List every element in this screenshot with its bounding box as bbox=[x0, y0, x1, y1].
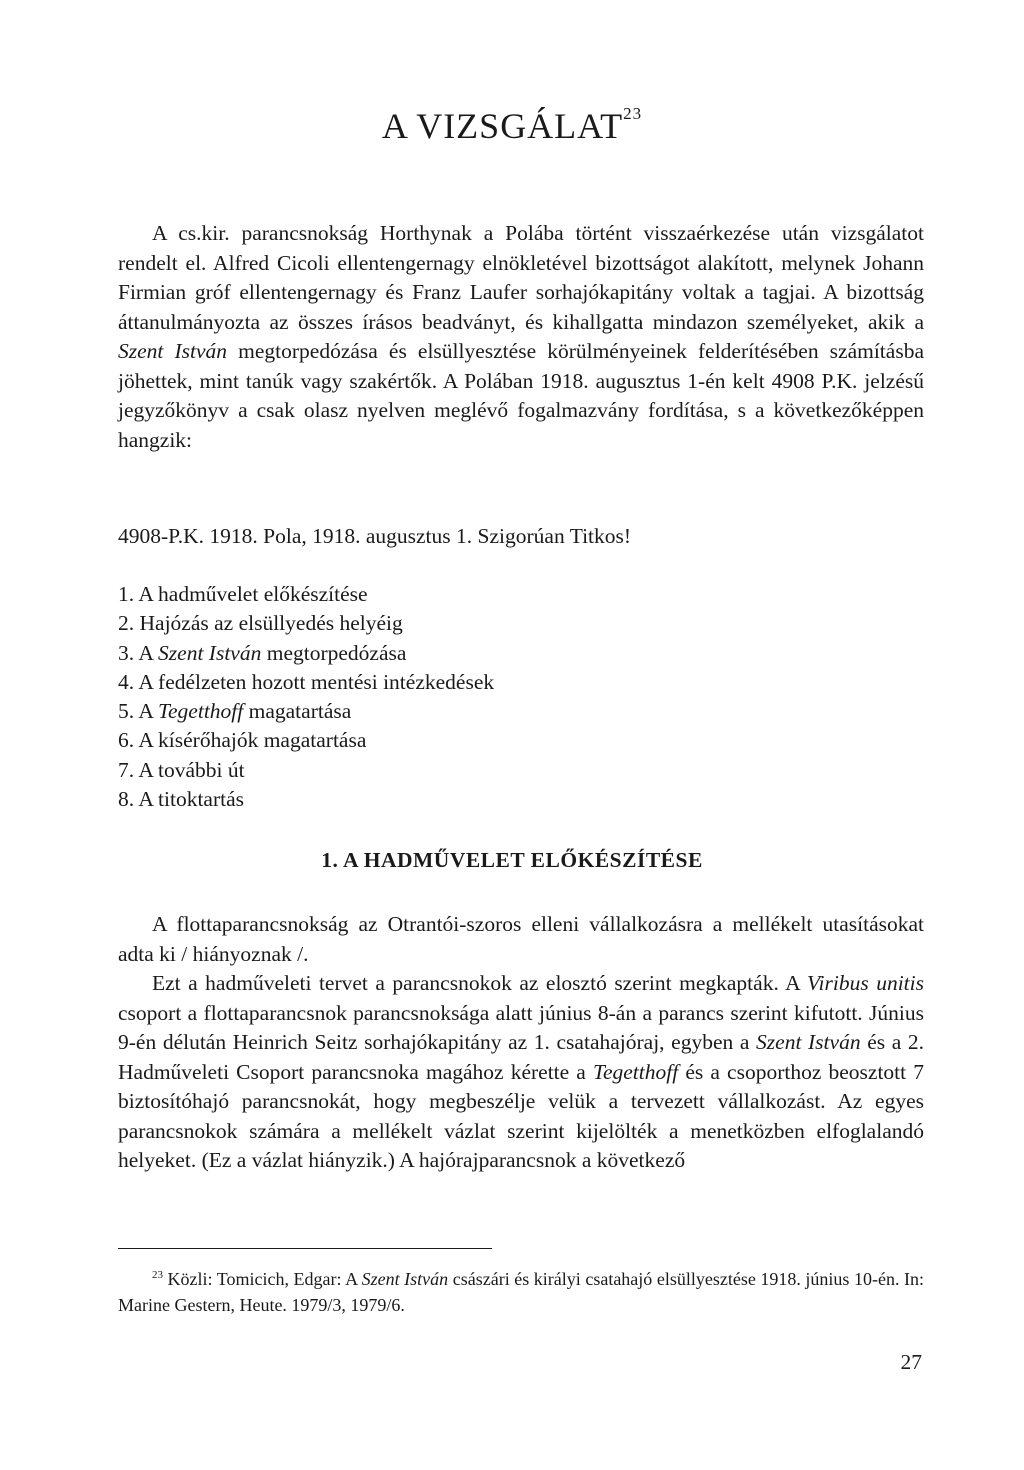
title-text: A VIZSGÁLAT bbox=[381, 106, 624, 146]
toc-item: 6. A kísérőhajók magatartása bbox=[118, 728, 367, 753]
footnote: $^{23}$ Közli: Tomicich, Edgar: A Szent István császári és királyi csatahajó elsüllyesztése 1918. június 10-én. In: Marine Gestern, Heute. 1979/3, 1979/6. bbox=[118, 1269, 925, 1315]
toc-item: 2. Hajózás az elsüllyedés helyéig bbox=[118, 611, 403, 636]
toc-item: 7. A további út bbox=[118, 757, 245, 782]
toc-item: 8. A titoktartás bbox=[118, 787, 245, 812]
section-heading: 1. A HADMŰVELET ELŐKÉSZÍTÉSE bbox=[321, 848, 703, 872]
page-title bbox=[0, 105, 1024, 147]
section-paragraph-2: Ezt a hadműveleti tervet a parancsnokok az elosztó szerint megkapták. A Viribus unitis csoport a flottaparancsnok parancsnoksága alatt június 8-án a parancs szerint kifutott. Június 9-én délután Heinrich Seitz sorhajókapitány az 1. csatahajóraj, egyben a Szent István és a 2. Hadműveleti Csoport parancsnoka magához kérette a Tegetthoff és a csoporthoz beosztott 7 biztosítóhajó parancsnokát, hogy megbeszélje velük a tervezett vállalkozást. Az egyes parancsnokok számára a mellékelt vázlat szerint kijelölték a menetközben elfoglalandó helyeket. (Ez a vázlat hiányzik.) A hajórajparancsnok a következő bbox=[118, 971, 924, 1172]
footnote-number: 23 bbox=[152, 1269, 163, 1281]
ship-name: Szent István bbox=[118, 339, 228, 363]
footnote-divider bbox=[118, 1248, 492, 1249]
toc-item: 3. A Szent István megtorpedózása bbox=[118, 640, 407, 665]
page-number: 27 bbox=[900, 1350, 922, 1374]
toc-item: 5. A Tegetthoff magatartása bbox=[118, 699, 352, 724]
intro-paragraph: A cs.kir. parancsnokság Horthynak a Polába történt visszaérkezése után vizsgálatot rendelt el. Alfred Cicoli ellentengernagy elnökletével bizottságot alakított, melynek Johann Firmian gróf ellentengernagy és Franz Laufer sorhajókapitány voltak a tagjai. A bizottság áttanulmányozta az összes írásos beadványt, és kihallgatta mindazon személyeket, akik a Szent István megtorpedózása és elsüllyesztése körülményeinek felderítésében számításba jöhettek, mint tanúk vagy szakértők. A Polában 1918. augusztus 1-én kelt 4908 P.K. jelzésű jegyzőkönyv a csak olasz nyelven meglévő fogalmazvány fordítása, s a következőképpen hangzik: bbox=[118, 221, 924, 452]
table-of-contents bbox=[118, 580, 494, 814]
toc-item: 4. A fedélzeten hozott mentési intézkedések bbox=[118, 669, 495, 694]
toc-item: 1. A hadművelet előkészítése bbox=[118, 582, 368, 606]
section-paragraph-1: A flottaparancsnokság az Otrantói-szoros elleni vállalkozásra a mellékelt utasításokat adta ki / hiányoznak /. bbox=[118, 912, 924, 966]
title-footnote-marker: 23 bbox=[623, 104, 643, 123]
document-reference: 4908-P.K. 1918. Pola, 1918. augusztus 1. Szigorúan Titkos! bbox=[118, 524, 632, 548]
